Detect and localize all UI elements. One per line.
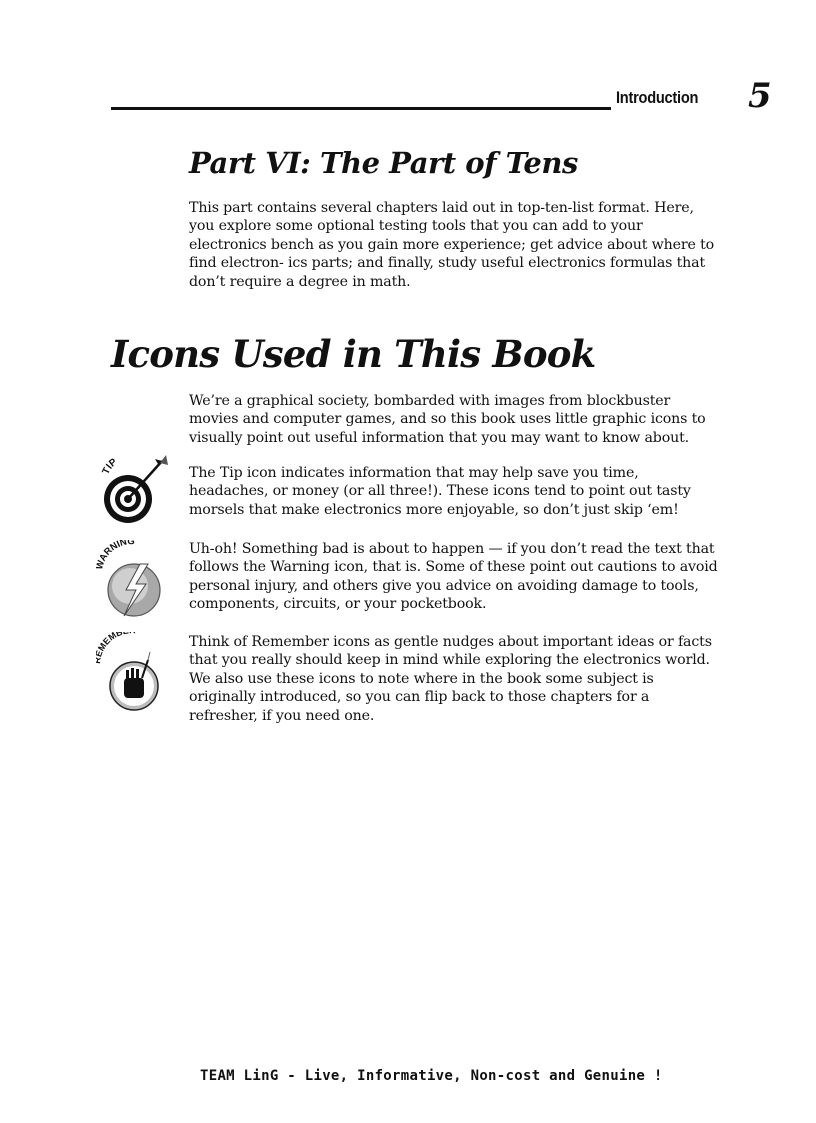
- warning-text: Uh-oh! Something bad is about to happen — if you don’t read the text that follows the Warning icon, that is. Some of these point out cautions to avoid personal injury, and others give you advice on avoiding damage to tools, components, circuits, or your pocketbook.: [189, 541, 718, 613]
- tip-text: The Tip icon indicates information that may help save you time, headaches, or money (or all three!). These icons tend to point out tasty morsels that make electronics more enjoyable, so don’t just skip ‘em!: [189, 465, 691, 518]
- tip-icon: [100, 453, 174, 535]
- page-number: 5: [748, 76, 772, 116]
- warning-icon: [96, 540, 170, 622]
- footer-watermark: TEAM LinG - Live, Informative, Non-cost and Genuine !: [200, 1068, 663, 1084]
- tip-icon-label: TIP: [100, 456, 120, 477]
- section-intro: We’re a graphical society, bombarded with images from blockbuster movies and computer games, and so this book uses little graphic icons to visually point out useful information that you may want to know about.: [189, 393, 706, 446]
- part-paragraph: This part contains several chapters laid out in top-ten-list format. Here, you explore some optional testing tools that you can add to your electronics bench as you gain more experience; get advice about where to find electron- ics parts; and finally, study useful electronics formulas that don’t require a degree in math.: [189, 200, 715, 290]
- warning-icon-label: ARNING: [97, 540, 135, 564]
- remember-icon-label: MEMB: [96, 632, 124, 653]
- running-head: Introduction: [616, 88, 699, 107]
- remember-icon: [96, 632, 170, 714]
- section-heading: Icons Used in This Book: [111, 332, 596, 376]
- svg-text:TIP: [101, 456, 120, 476]
- remember-text: Think of Remember icons as gentle nudges about important ideas or facts that you really should keep in mind while exploring the electronics world. We also use these icons to note where in the book some subject is originally introduced, so you can flip back to those chapters for a refresher, if you need one.: [189, 634, 712, 724]
- part-heading: Part VI: The Part of Tens: [189, 146, 578, 180]
- header-rule: [111, 107, 611, 110]
- svg-text:REMEMBER: [96, 632, 136, 664]
